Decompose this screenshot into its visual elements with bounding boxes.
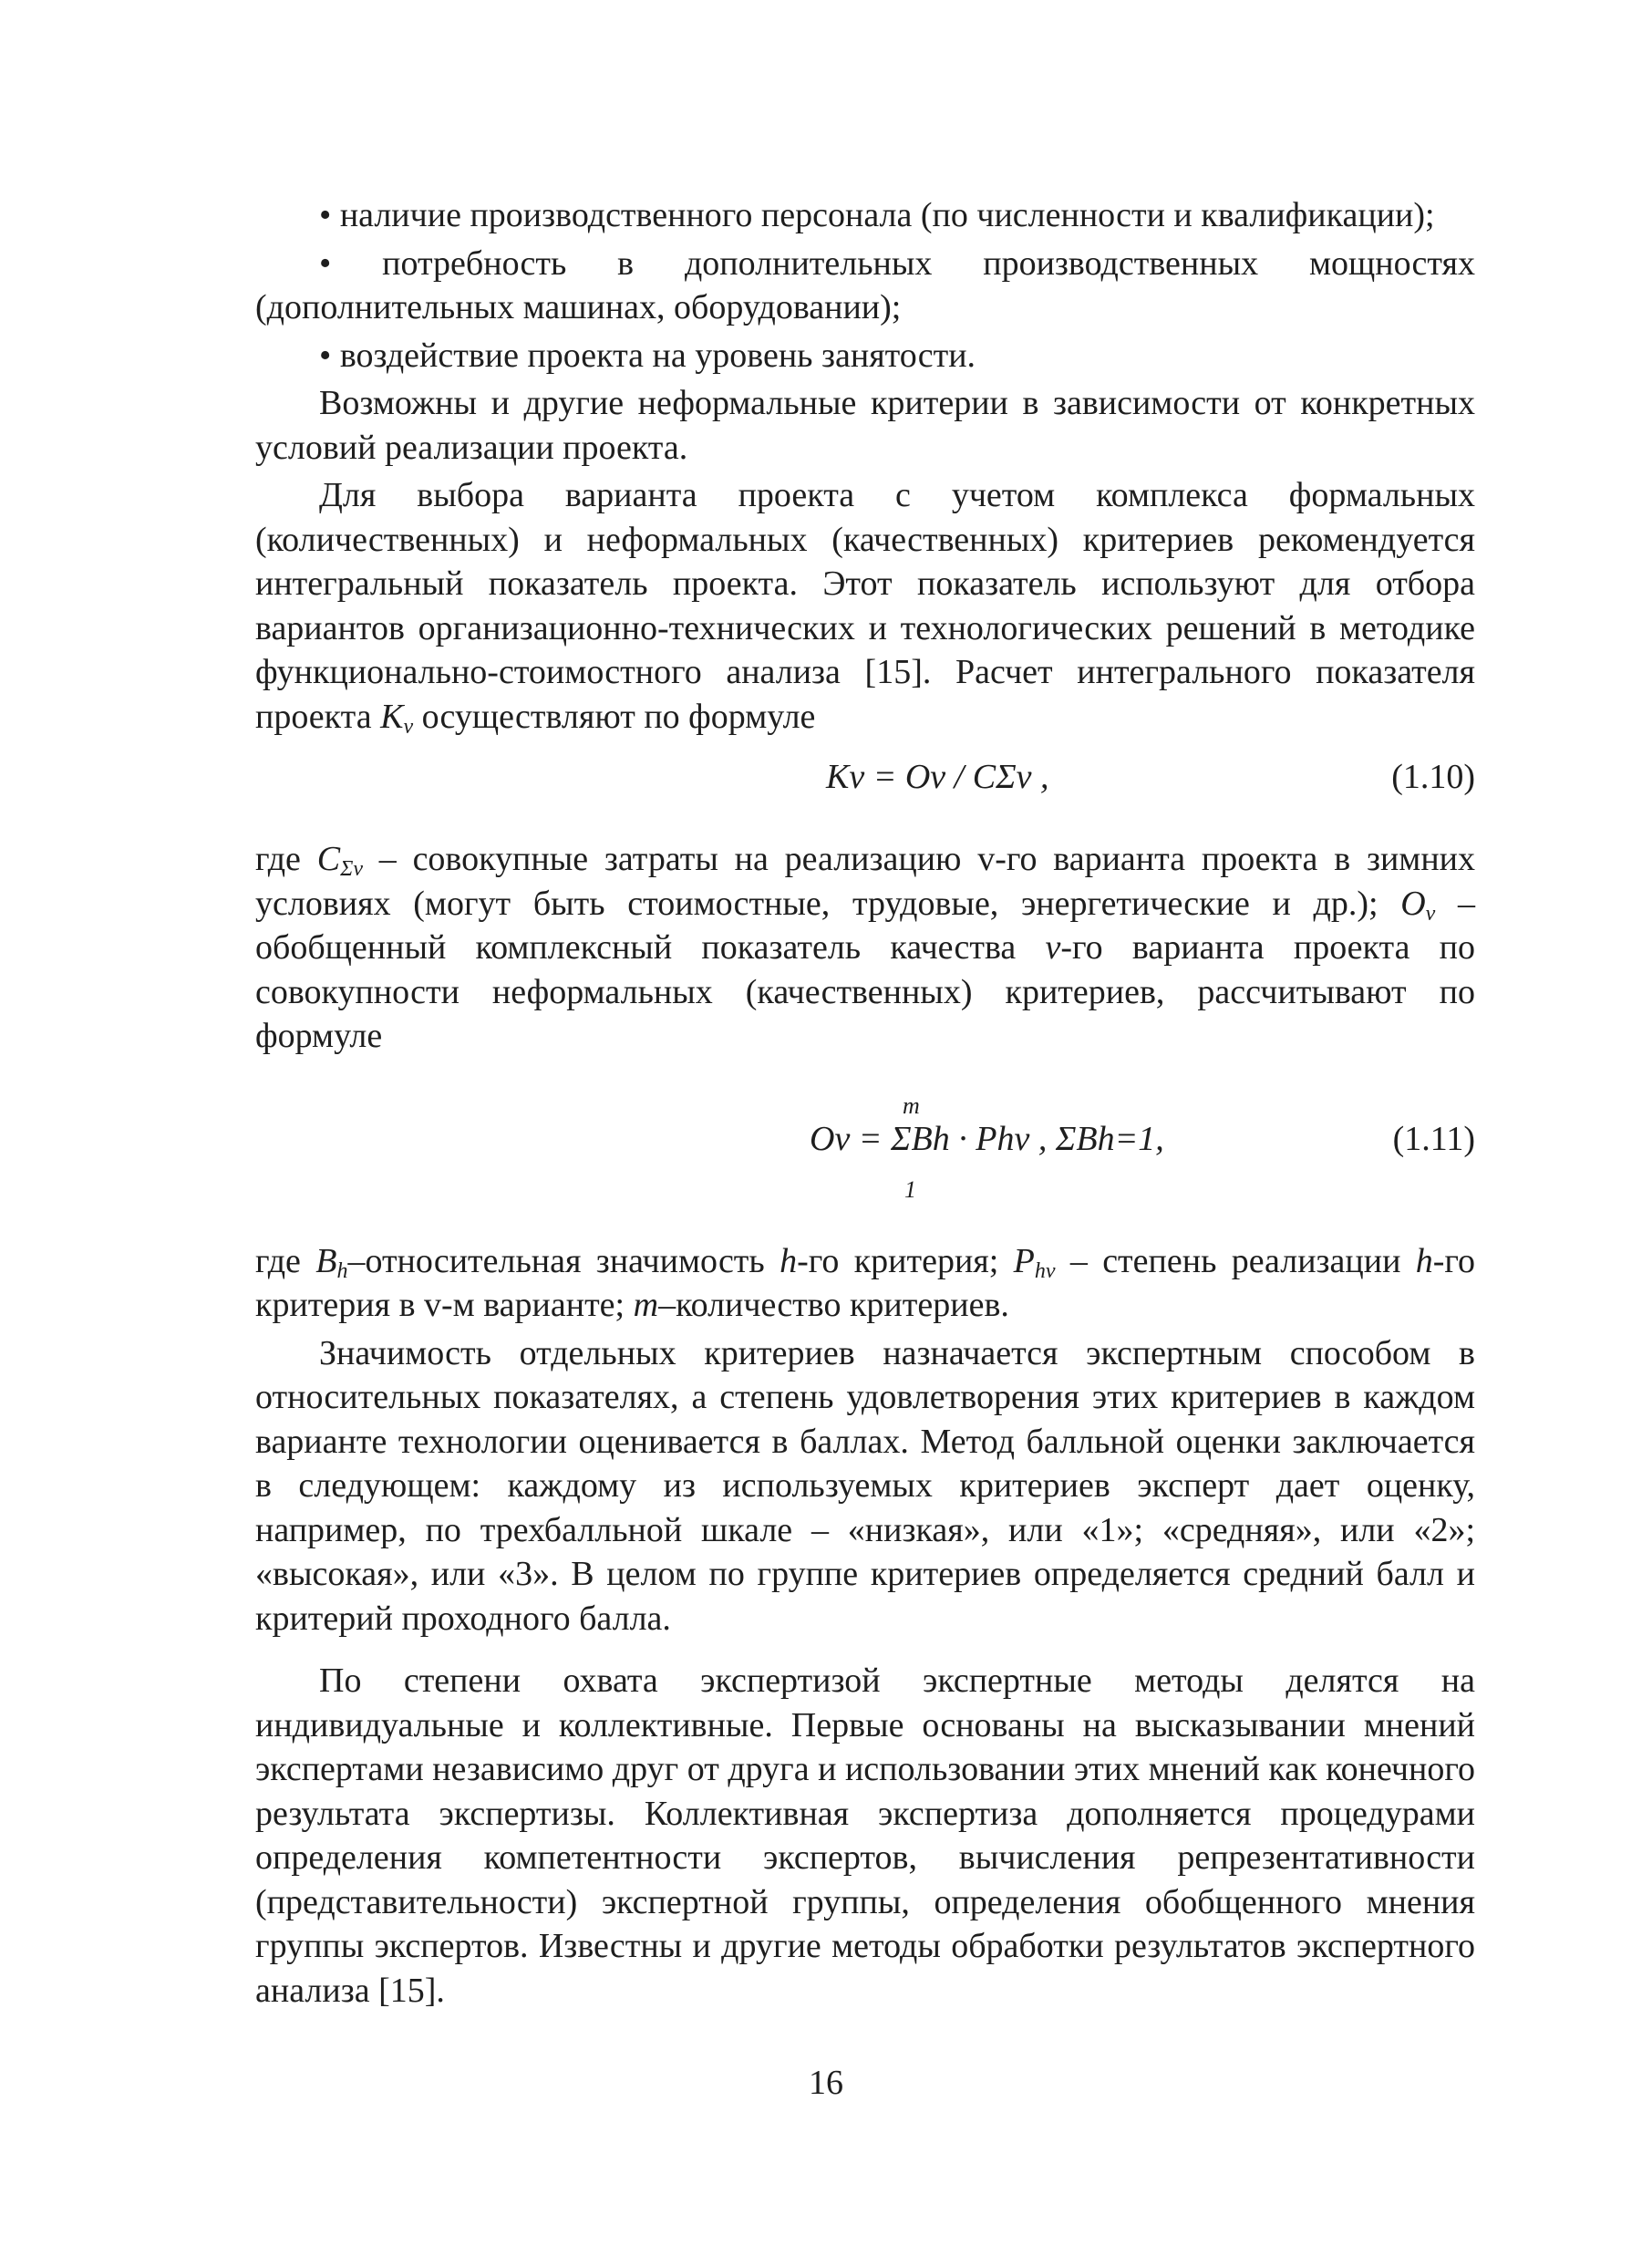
- variable-subscript: v: [1425, 901, 1436, 926]
- paragraph-text: где: [255, 840, 301, 878]
- formula-number: (1.10): [1391, 758, 1475, 796]
- formula-1-10: [255, 755, 1475, 810]
- paragraph-text: – степень реализации: [1069, 1241, 1401, 1280]
- page-body: [255, 193, 1475, 2013]
- variable: K: [380, 697, 404, 736]
- paragraph: По степени охвата экспертизой экспертные методы делятся на индивидуальные и коллективные. Первые основаны на высказывании мнений экспертами независимо друг от друга и использовании этих мнений как конечного результата экспертизы. Коллективная экспертиза дополняется процедурами определения компетентности экспертов, вычисления репрезентативности (представительности) экспертной группы, определения обобщенного мнения группы экспертов. Известны и другие методы обработки результатов экспертного анализа [15].: [255, 1661, 1475, 2010]
- variable-subscript: v: [403, 714, 414, 739]
- variable-subscript: h: [336, 1258, 348, 1283]
- paragraph-text: -го варианта проекта по совокупности неформальных (качественных) критериев, рассчитывают по формуле: [255, 928, 1476, 1055]
- variable: C: [316, 840, 341, 878]
- bullet-item: • потребность в дополнительных производственных мощностях (дополнительных машинах, оборудовании);: [255, 242, 1475, 330]
- variable: v: [1045, 928, 1061, 967]
- variable-subscript: Σv: [340, 857, 363, 881]
- paragraph-text: –количество критериев.: [658, 1286, 1009, 1324]
- paragraph-text: –относительная значимость: [347, 1241, 765, 1280]
- variable-subscript: hv: [1034, 1258, 1056, 1283]
- sum-lower-limit: 1: [904, 1175, 916, 1203]
- variable: O: [1400, 884, 1426, 923]
- variable: h: [780, 1241, 798, 1280]
- formula-1-11: [255, 1084, 1475, 1212]
- paragraph-text: осуществляют по формуле: [421, 697, 816, 736]
- paragraph: [255, 837, 1475, 1059]
- variable: B: [315, 1241, 337, 1280]
- paragraph: [255, 1239, 1475, 1328]
- paragraph-text: где: [255, 1241, 301, 1280]
- variable: P: [1013, 1241, 1035, 1280]
- paragraph-text: -го критерия в v-м варианте;: [255, 1241, 1476, 1324]
- paragraph: [255, 473, 1475, 739]
- formula-expression: Ov = ΣBh · Phv , ΣBh=1,: [810, 1119, 1164, 1158]
- sum-upper-limit: m: [903, 1092, 920, 1119]
- paragraph-text: -го критерия;: [797, 1241, 999, 1280]
- paragraph: Значимость отдельных критериев назначается экспертным способом в относительных показателях, а степень удовлетворения этих критериев в каждом варианте технологии оценивается в баллах. Метод балльной оценки заключается в следующем: каждому из используемых критериев эксперт дает оценку, например, по трехбалльной шкале – «низкая», или «1»; «средняя», или «2»; «высокая», или «3». В целом по группе критериев определяется средний балл и критерий проходного балла.: [255, 1333, 1475, 1638]
- variable: h: [1415, 1241, 1433, 1280]
- paragraph: Возможны и другие неформальные критерии в зависимости от конкретных условий реализации проекта.: [255, 384, 1475, 467]
- bullet-item: • воздействие проекта на уровень занятости.: [255, 334, 1475, 378]
- variable: m: [633, 1286, 659, 1324]
- page-number: 16: [809, 2064, 843, 2102]
- formula-number: (1.11): [1392, 1119, 1475, 1158]
- bullet-item: • наличие производственного персонала (по численности и квалификации);: [255, 193, 1475, 238]
- paragraph-text: – совокупные затраты на реализацию v-го варианта проекта в зимних условиях (могут быть стоимостные, трудовые, энергетические и др.);: [255, 840, 1476, 923]
- paragraph-text: Для выбора варианта проекта с учетом комплекса формальных (количественных) и неформальных (качественных) критериев рекомендуется интегральный показатель проекта. Этот показатель используют для отбора вариантов организационно-технических и технологических решений в методике функционально-стоимостного анализа [15]. Расчет интегрального показателя проекта: [255, 476, 1475, 736]
- formula-expression: Kv = Ov / CΣv ,: [826, 758, 1049, 796]
- paragraph-text: – обобщенный комплексный показатель качества: [255, 884, 1475, 967]
